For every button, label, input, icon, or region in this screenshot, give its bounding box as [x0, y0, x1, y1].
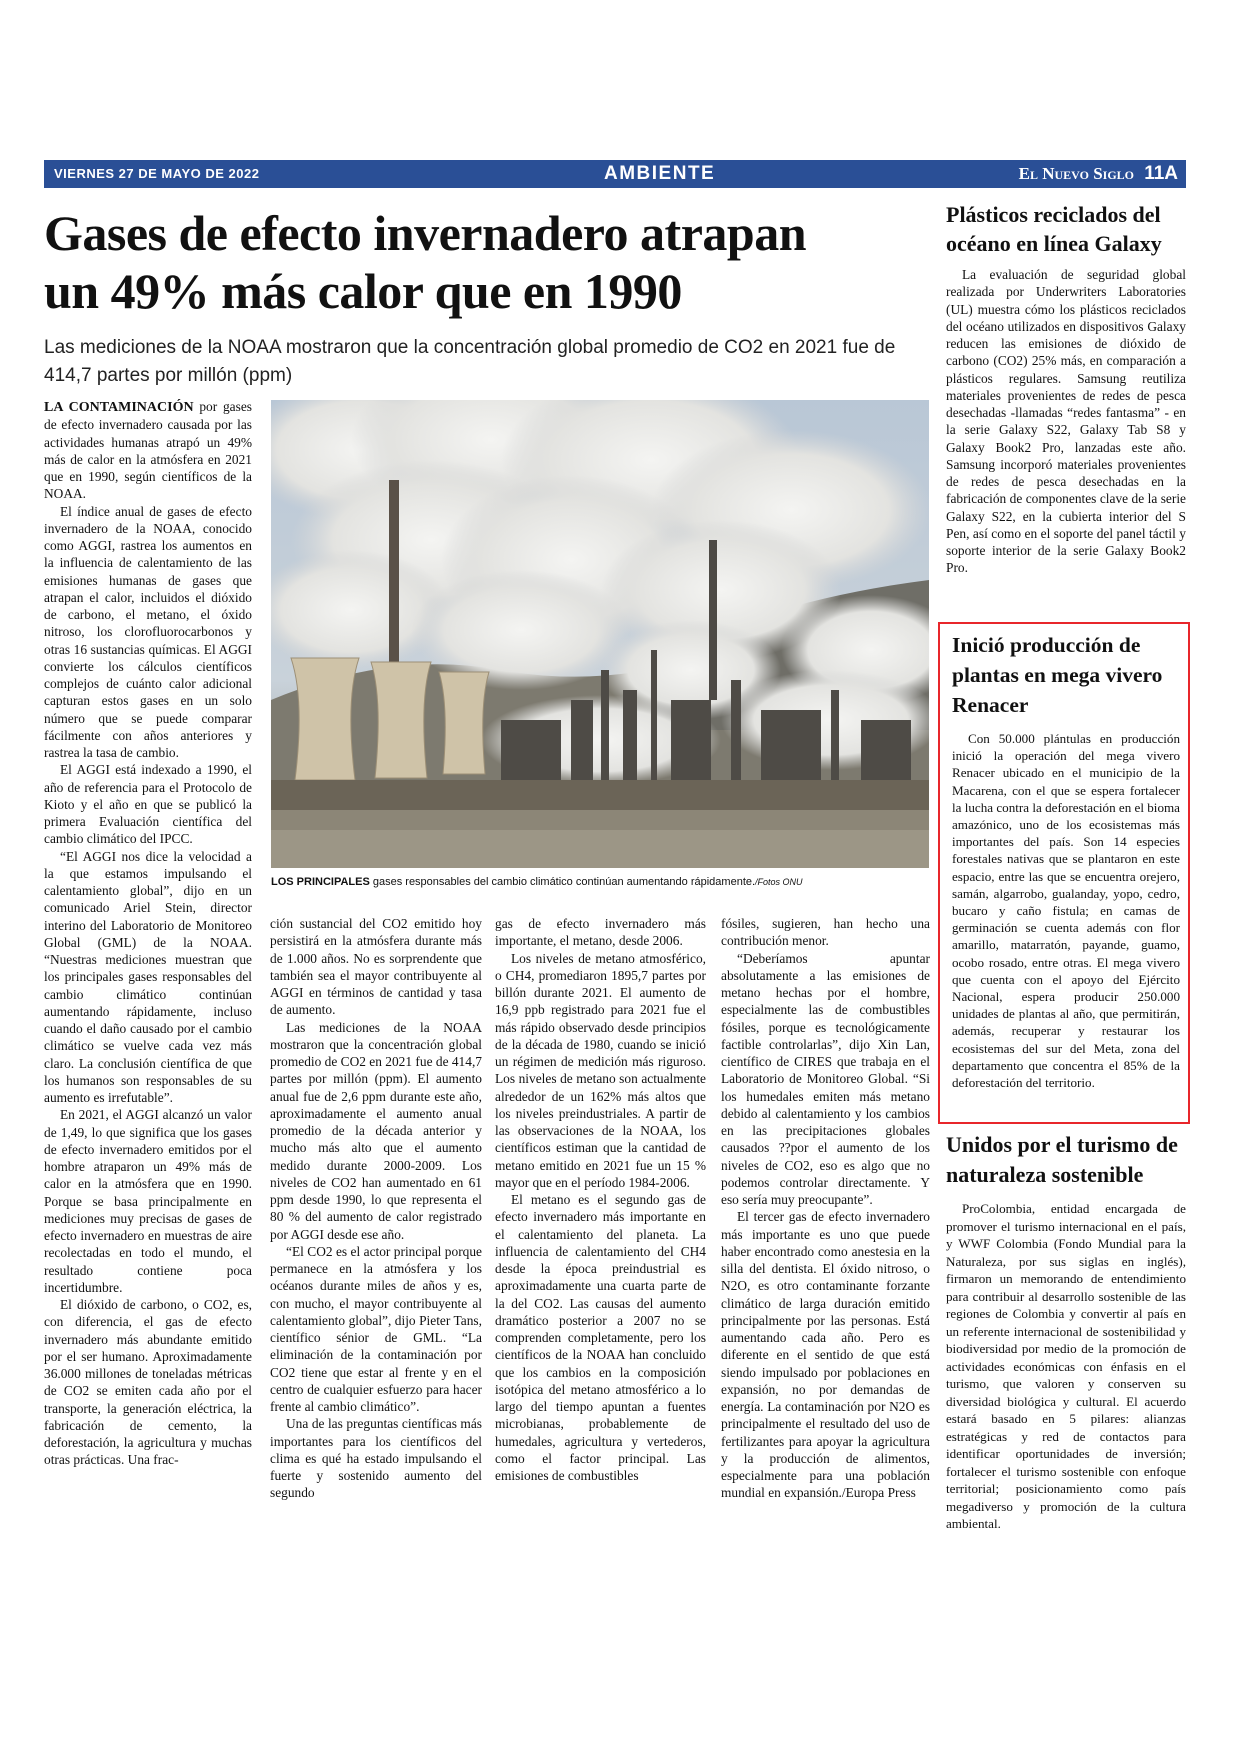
issue-date: VIERNES 27 DE MAYO DE 2022 [54, 166, 260, 181]
lead-paragraph [44, 398, 252, 503]
paragraph: En 2021, el AGGI alcanzó un valor de 1,49, lo que significa que los gases de efecto invernadero emitidos por el hombre atraparon un 49% más de calor en la atmósfera que en 1990. Porque se basa principalmente en mediciones muy precisas de gases de efecto invernadero en muestras de aire recolectadas en todo el mundo, el resultado contiene poca incertidumbre. [44, 1107, 252, 1295]
paragraph: por gases de efecto invernadero causada por las actividades humanas atrapó un 49% más de calor en la atmósfera en 2021 que en 1990, según científicos de la NOAA. [44, 399, 252, 502]
brief-title-turismo: Unidos por el turismo de naturaleza sostenible [946, 1132, 1178, 1187]
page-number: 11A [1144, 163, 1178, 184]
section-name: AMBIENTE [604, 163, 716, 184]
highlighted-brief-box [938, 622, 1190, 1124]
paragraph: fósiles, sugieren, han hecho una contribución menor. [721, 916, 930, 949]
brief-title-galaxy: Plásticos reciclados del océano en línea Galaxy [946, 202, 1162, 256]
paragraph: gas de efecto invernadero más importante, el metano, desde 2006. [495, 916, 706, 949]
paragraph: “El AGGI nos dice la velocidad a la que estamos impulsando el calentamiento global”, dijo en un comunicado Ariel Stein, director interino del Laboratorio de Monitoreo Global (GML) de la NOAA. “Nuestras mediciones muestran que los principales gases responsables del cambio climático continúan aumentando rápidamente, incluso cuando el daño causado por el cambio climático se vuelve cada vez más claro. La conclusión científica de que los humanos son responsables de su aumento es irrefutable”. [44, 848, 252, 1105]
paragraph: ción sustancial del CO2 emitido hoy persistirá en la atmósfera durante más de 1.000 años. No es sorprendente que también sea el mayor contribuyente al AGGI en términos de cantidad y tasa de aumento. [270, 916, 482, 1018]
paragraph: El tercer gas de efecto invernadero más importante es uno que puede haber encontrado como anestesia en la silla del dentista. El óxido nitroso, o N2O, es otro contaminante forzante climático de larga duración emitido principalmente por las personas. Está aumentando cada año. Pero es diferente en el sentido de que está siendo impulsado por poblaciones en expansión, no por demandas de energía. La contaminación por N2O es principalmente el resultado del uso de fertilizantes para apoyar la agricultura y la producción de alimentos, especialmente para una población mundial en expansión./Europa Press [721, 1209, 930, 1501]
brief-body-turismo [946, 1200, 1186, 1533]
paragraph: ProColombia, entidad encargada de promover el turismo internacional en el país, y WWF Colombia (Fondo Mundial para la Naturaleza, por sus siglas en inglés), firmaron un memorando de entendimiento para contribuir al desarrollo sostenible de las regiones de Colombia y convertir al país en un referente internacional de sostenibilidad y biodiversidad por medio de la promoción de actividades económicas con énfasis en el turismo, que valoren y conserven su diversidad biológica y cultural. El acuerdo estará basado en 5 pilares: alianzas estratégicas y red de contactos para identificar oportunidades de inversión; fortalecer el turismo sostenible con enfoque territorial; posicionamiento como país megadiverso y promoción de la cultura ambiental. [946, 1201, 1186, 1531]
sidebar-briefs [946, 200, 1186, 577]
article-subheadline: Las mediciones de la NOAA mostraron que la concentración global promedio de CO2 en 2021 fue de 414,7 partes por millón (ppm) [44, 337, 896, 386]
paragraph: Con 50.000 plántulas en producción inició la operación del mega vivero Renacer ubicado en el municipio de la Macarena, con el que se espera fortalecer la lucha contra la deforestación en el bioma amazónico, uno de los ecosistemas más importantes del país. Son 14 especies forestales nativas que se plantaron en este espacio, entre las que se encuentra orejero, samán, algarrobo, gualanday, yopo, cedro, bucaro y caño fistula; en camas de germinación se cuenta además con flor amarillo, matarratón, payande, guamo, ocobo rosado, entre otras. El mega vivero que cuenta con el apoyo del Ejército Nacional, espera producir 250.000 unidades de plantas al año, que permitirán, además, recuperar y restaurar los ecosistemas del sur del Meta, zona del departamento que concentra el 85% de la deforestación del territorio. [952, 731, 1180, 1091]
paragraph: La evaluación de seguridad global realizada por Underwriters Laboratories (UL) muestra cómo los plásticos reciclados del océano utilizados en dispositivos Galaxy reducen las emisiones de dióxido de carbono (CO2) 25% más, en comparación a plásticos regulares. Samsung reutiliza materiales provenientes de redes de pesca desechadas -llamadas “redes fantasma” - en la serie Galaxy S22, Galaxy Tab S8 y Galaxy Book2 Pro, lanzadas este año. Samsung incorporó materiales provenientes de redes de pesca desechadas en la fabricación de componentes clave de la serie Galaxy S22, en la cubierta interior del S Pen, así como en el soporte del panel táctil y soporte interior de la serie Galaxy Book2 Pro. [946, 267, 1186, 576]
headline-line-1: Gases de efecto invernadero atrapan [44, 205, 807, 261]
brief-body-vivero [952, 730, 1180, 1091]
paragraph: El AGGI está indexado a 1990, el año de referencia para el Protocolo de Kioto y el año en que se publicó la primera Evaluación científica del cambio climático del IPCC. [44, 762, 252, 847]
paragraph: Una de las preguntas científicas más importantes para los científicos del clima es qué ha estado impulsando el fuerte y sostenido aumento del segundo [270, 1416, 482, 1501]
page-header-bar [44, 160, 1186, 188]
photo-caption [271, 876, 931, 888]
sidebar-brief-turismo [946, 1130, 1186, 1533]
newspaper-name: El Nuevo Siglo [1018, 164, 1134, 183]
photo-credit: /Fotos ONU [755, 877, 803, 887]
paragraph: “Deberíamos apuntar absolutamente a las emisiones de metano hechas por el hombre, especialmente las de combustibles fósiles, porque es tecnológicamente factible controlarlas”, dijo Xin Lan, científico de CIRES que trabaja en el Laboratorio de Monitoreo Global. “Si los humedales emiten más metano debido al calentamiento y los cambios en las precipitaciones globales causados ??por el aumento de los niveles de CO2, eso es algo que no podemos controlar directamente. Y eso sería muy preocupante”. [721, 950, 930, 1207]
caption-caps: LOS PRINCIPALES [271, 876, 370, 888]
paragraph: El índice anual de gases de efecto invernadero de la NOAA, conocido como AGGI, rastrea los aumentos en la influencia de calentamiento de las emisiones humanas de gases que atrapan el calor, incluidos el dióxido de carbono, el metano, el óxido nitroso, los clorofluorocarbonos y otras 16 sustancias químicas. El AGGI convierte los cálculos científicos complejos de cuánto calor adicional capturan estos gases en un solo número que se puede comparar fácilmente con años anteriores y rastrea la tasa de cambio. [44, 503, 252, 760]
headline-line-2: un 49% más calor que en 1990 [44, 263, 682, 319]
paragraph: El dióxido de carbono, o CO2, es, con diferencia, el gas de efecto invernadero más abundante emitido por el ser humano. Aproximadamente 36.000 millones de toneladas métricas de CO2 se emiten cada año por el transporte, la generación eléctrica, la fabricación de cemento, la deforestación, la agricultura y muchas otras prácticas. Una frac- [44, 1297, 252, 1468]
lead-caps: LA CONTAMINACIÓN [44, 400, 194, 415]
paragraph: Las mediciones de la NOAA mostraron que la concentración global promedio de CO2 en 2021 fue de 414,7 partes por millón (ppm). El aumento anual fue de 2,6 ppm durante este año, aproximadamente el aumento anual promedio de la década anterior y mucho más alto que el aumento medido durante 2000-2009. Los niveles de CO2 han aumentado en 61 ppm desde 1990, lo que representa el 80 % del aumento de calor registrado por AGGI desde ese año. [270, 1019, 482, 1242]
paragraph: El metano es el segundo gas de efecto invernadero más importante en el calentamiento del planeta. La influencia de calentamiento del CH4 desde la época preindustrial es aproximadamente una cuarta parte de la del CO2. Las causas del aumento dramático posterior a 2007 no se comprenden completamente, pero los científicos de la NOAA han concluido que los cambios en la composición isotópica del metano atmosférico a lo largo del tiempo apuntan a fuentes microbianas, probablemente de humedales, agricultura y vertederos, como el factor principal. Las emisiones de combustibles [495, 1192, 706, 1483]
caption-text: gases responsables del cambio climático continúan aumentando rápidamente. [369, 876, 756, 888]
article-headline [44, 204, 924, 320]
article-column-4 [721, 915, 930, 1502]
factory-smoke-photo [271, 400, 929, 868]
paragraph: “El CO2 es el actor principal porque permanece en la atmósfera y los océanos durante miles de años y es, con mucho, el mayor contribuyente al calentamiento global”, dijo Pieter Tans, científico sénior de GML. “La eliminación de la contaminación por CO2 tiene que estar al frente y en el centro de cualquier esfuerzo para hacer frente al cambio climático”. [270, 1243, 482, 1414]
paragraph: Los niveles de metano atmosférico, o CH4, promediaron 1895,7 partes por billón durante 2021. El aumento de 16,9 ppb registrado para 2021 fue el más rápido observado desde principios de la década de 1980, cuando se inició un régimen de medición más riguroso. Los niveles de metano son actualmente alrededor de un 162% más altos que los niveles preindustriales. A partir de las observaciones de la NOAA, los científicos estiman que la cantidad de metano emitido en 2021 fue un 15 % mayor que en el período 1984-2006. [495, 950, 706, 1190]
brief-body-galaxy [946, 266, 1186, 577]
article-column-1 [44, 398, 252, 1469]
article-column-2 [270, 915, 482, 1502]
brief-title-vivero: Inició producción de plantas en mega vivero Renacer [952, 633, 1163, 717]
article-column-3 [495, 915, 706, 1484]
